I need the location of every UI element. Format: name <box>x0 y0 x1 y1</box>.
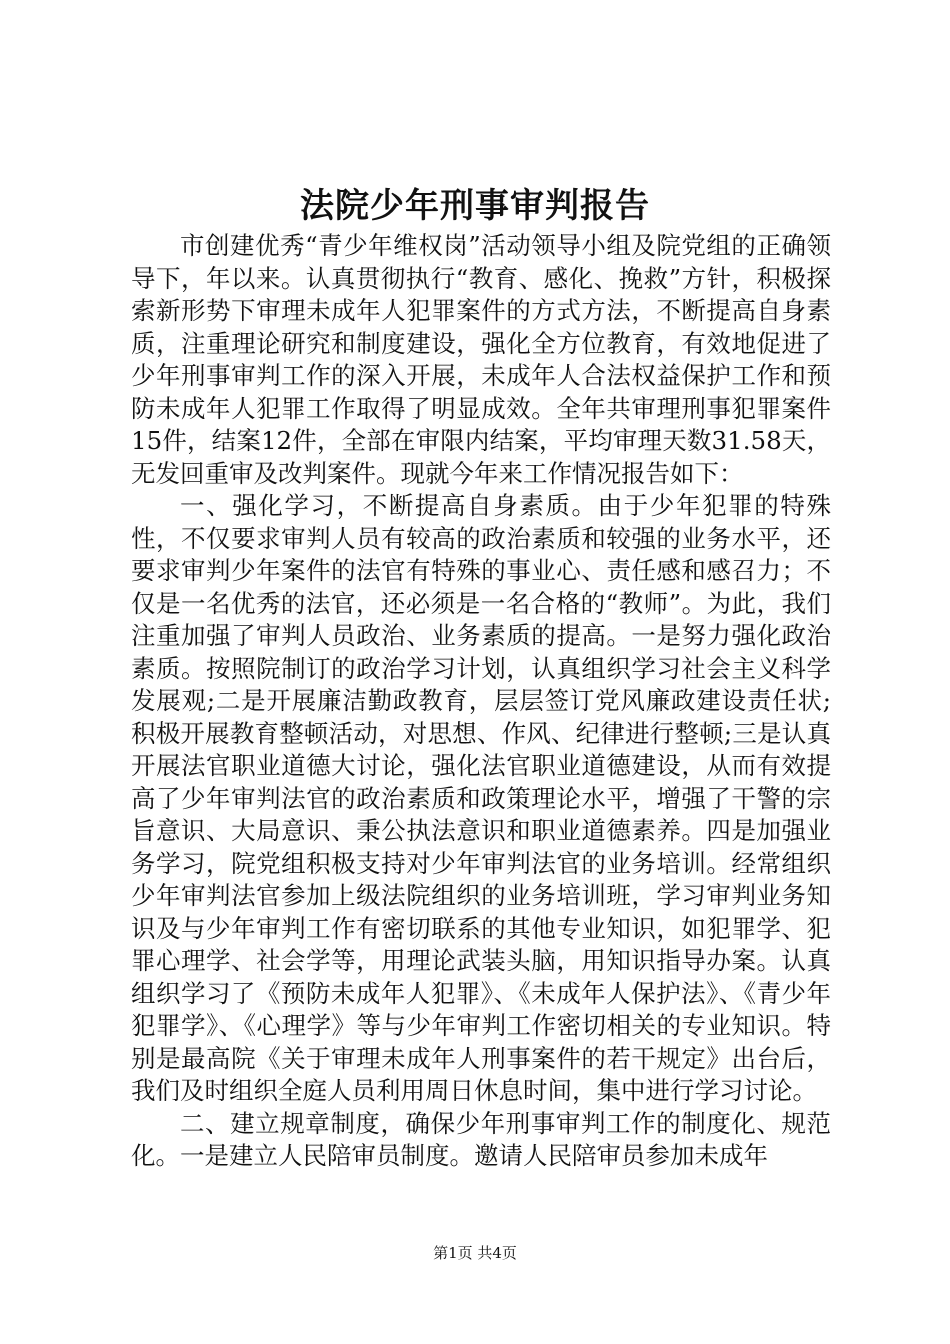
document-body <box>131 230 831 1173</box>
document-title: 法院少年刑事审判报告 <box>300 186 650 226</box>
paragraph: 市创建优秀“青少年维权岗”活动领导小组及院党组的正确领导下，年以来。认真贯彻执行“教育、感化、挽救”方针，积极探索新形势下审理未成年人犯罪案件的方式方法，不断提高自身素质，注重理论研究和制度建设，强化全方位教育，有效地促进了少年刑事审判工作的深入开展，未成年人合法权益保护工作和预防未成年人犯罪工作取得了明显成效。全年共审理刑事犯罪案件15件，结案12件，全部在审限内结案，平均审理天数31.58天，无发回重审及改判案件。现就今年来工作情况报告如下： <box>131 231 831 488</box>
paragraph: 一、强化学习，不断提高自身素质。由于少年犯罪的特殊性，不仅要求审判人员有较高的政治素质和较强的业务水平，还要求审判少年案件的法官有特殊的事业心、责任感和感召力；不仅是一名优秀的法官，还必须是一名合格的“教师”。为此，我们注重加强了审判人员政治、业务素质的提高。一是努力强化政治素质。按照院制订的政治学习计划，认真组织学习社会主义科学发展观;二是开展廉洁勤政教育，层层签订党风廉政建设责任状;积极开展教育整顿活动，对思想、作风、纪律进行整顿;三是认真开展法官职业道德大讨论，强化法官职业道德建设，从而有效提高了少年审判法官的政治素质和政策理论水平，增强了干警的宗旨意识、大局意识、秉公执法意识和职业道德素养。四是加强业务学习，院党组积极支持对少年审判法官的业务培训。经常组织少年审判法官参加上级法院组织的业务培训班，学习审判业务知识及与少年审判工作有密切联系的其他专业知识，如犯罪学、犯罪心理学、社会学等，用理论武装头脑，用知识指导办案。认真组织学习了《预防未成年人犯罪》、《未成年人保护法》、《青少年犯罪学》、《心理学》等与少年审判工作密切相关的专业知识。特别是最高院《关于审理未成年人刑事案件的若干规定》出台后，我们及时组织全庭人员利用周日休息时间，集中进行学习讨论。 <box>131 491 831 1105</box>
page-number: 第1页 共4页 <box>433 1244 517 1262</box>
paragraph: 二、建立规章制度，确保少年刑事审判工作的制度化、规范化。一是建立人民陪审员制度。邀请人民陪审员参加未成年 <box>131 1108 831 1170</box>
